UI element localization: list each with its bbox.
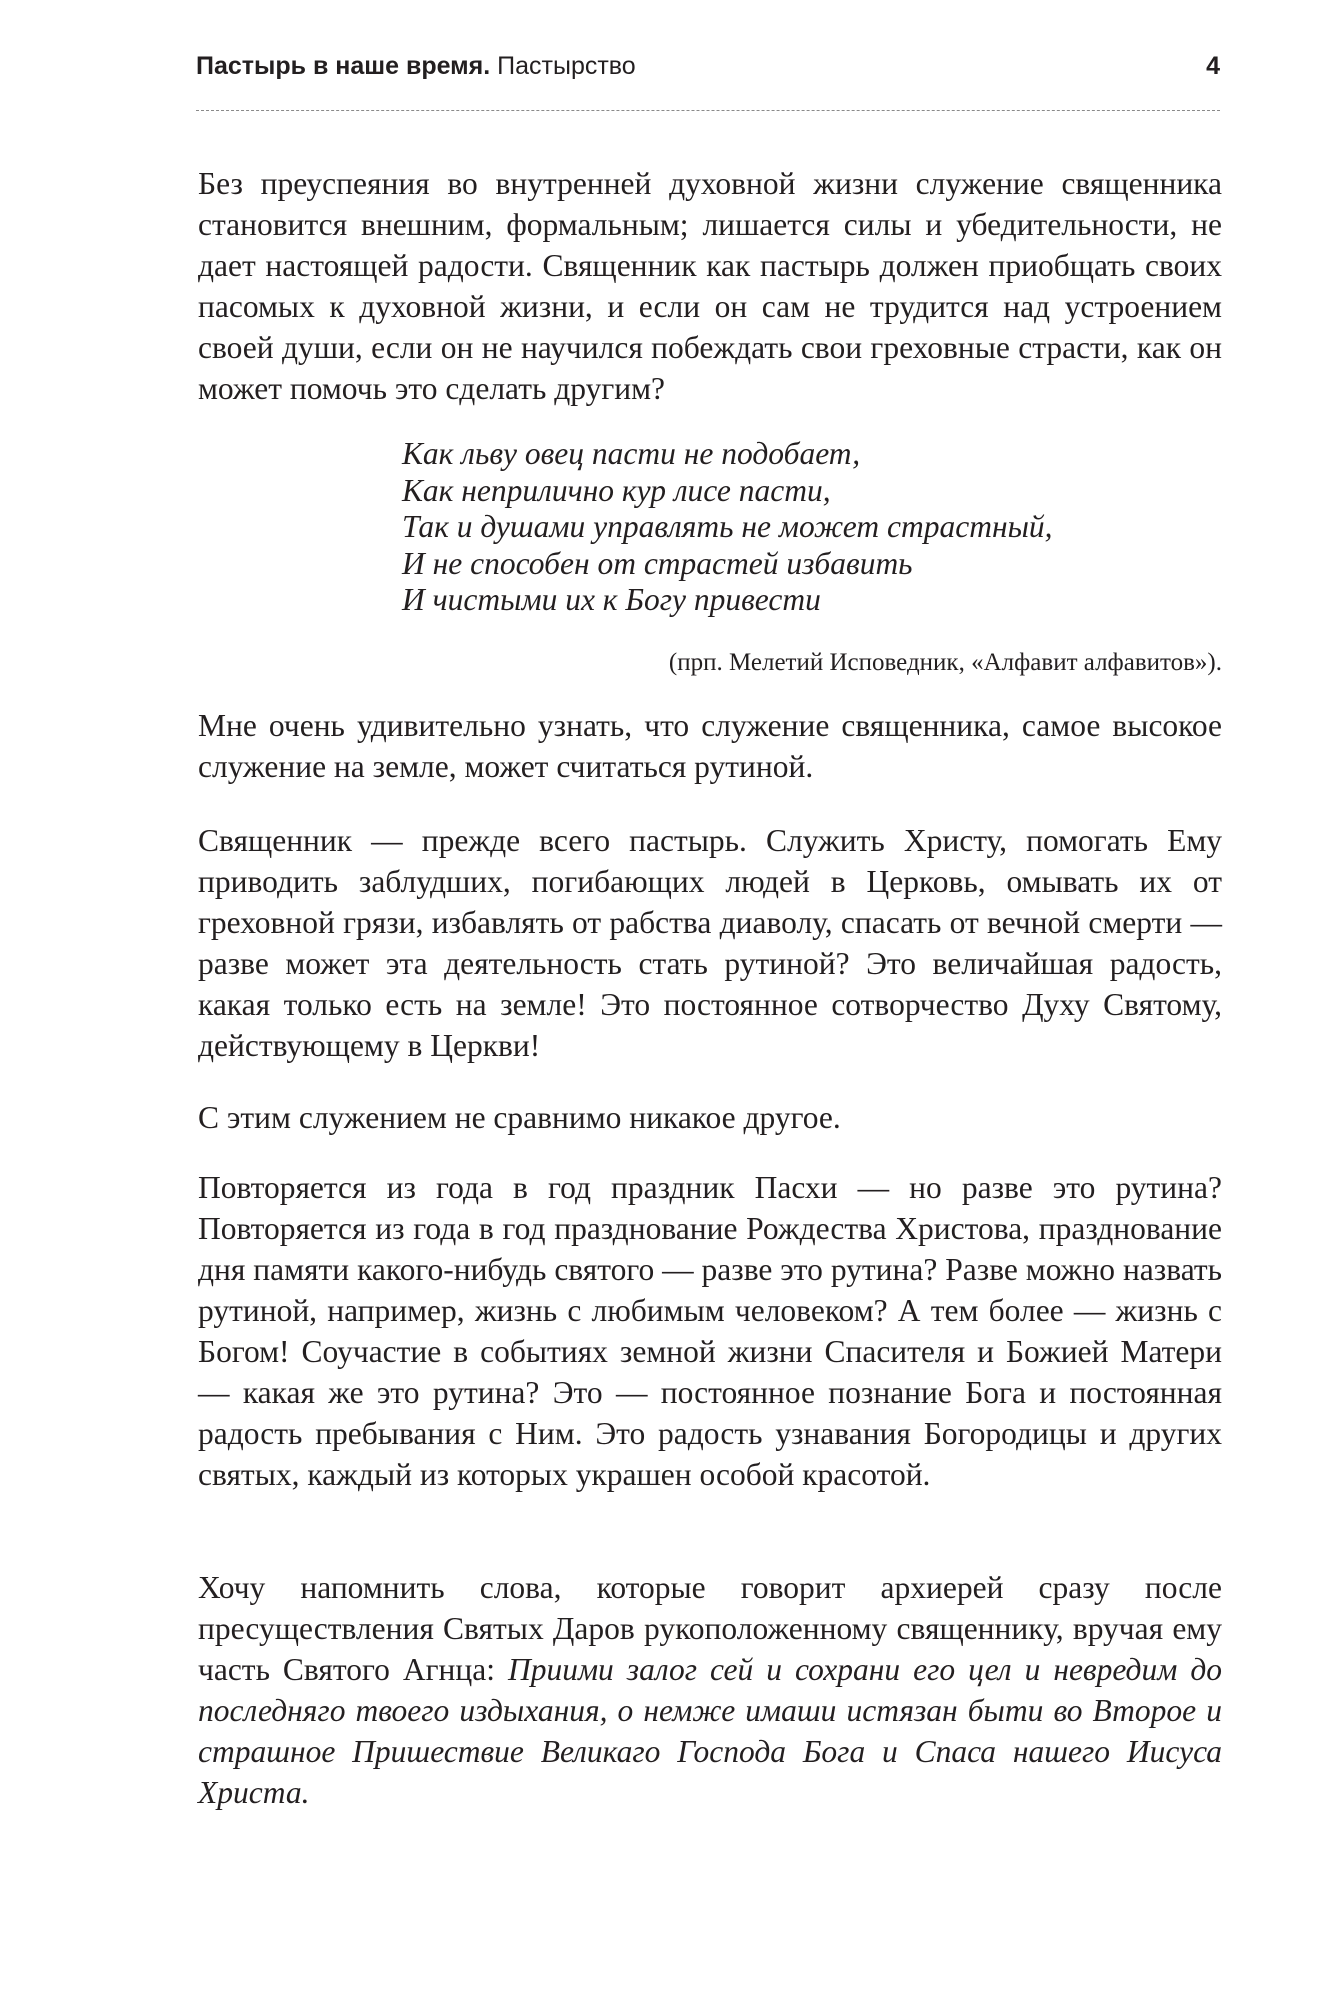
paragraph-2 [198,705,1222,787]
paragraph-3 [198,820,1222,1066]
paragraph-2-text: Мне очень удивительно узнать, что служение священника, самое высокое служение на земле, может считаться рутиной. [198,708,1222,784]
running-header [196,52,1220,96]
paragraph-1-text: Без преуспеяния во внутренней духовной жизни служение священника становится внешним, формальным; лишается силы и убедительности, не дает настоящей радости. Священник как пастырь должен приобщать своих пасомых к духовной жизни, и если он сам не трудится над устроением своей души, если он не научился побеждать свои греховные страсти, как он может помочь это сделать другим? [198,166,1222,406]
paragraph-6 [198,1567,1222,1813]
page-number: 4 [1206,52,1220,80]
verse-line: Так и душами управлять не может страстный, [402,509,1053,544]
paragraph-3-text: Священник — прежде всего пастырь. Служить Христу, помогать Ему приводить заблудших, погибающих людей в Церковь, омывать их от греховной грязи, избавлять от рабства диаволу, спасать от вечной смерти — разве может эта деятельность стать рутиной? Это величайшая радость, какая только есть на земле! Это постоянное сотворчество Духу Святому, действующему в Церкви! [198,823,1222,1063]
verse-line: Как неприлично кур лисе пасти, [402,472,831,508]
paragraph-4-text: С этим служением не сравнимо никакое другое. [198,1100,841,1135]
paragraph-6-regular: Хочу напомнить слова, которые говорит архиерей сразу после пресуществления Святых Даров рукоположенному священнику, вручая ему часть Святого Агнца: [198,1570,1222,1687]
verse-line: Как льву овец пасти не подобает, [402,436,861,471]
verse-attribution: (прп. Мелетий Исповедник, «Алфавит алфавитов»). [668,649,1222,676]
paragraph-6-text [198,1567,1222,1813]
paragraph-5 [198,1167,1222,1495]
header-title-bold: Пастырь в наше время. [196,52,491,80]
header-divider [196,110,1220,111]
verse-line: И чистыми их к Богу привести [402,582,821,617]
paragraph-1 [198,163,1222,409]
paragraph-4 [198,1097,1222,1138]
verse-quote [402,436,1222,619]
header-title-regular: Пастырство [497,52,636,80]
paragraph-5-text: Повторяется из года в год праздник Пасхи — но разве это рутина? Повторяется из года в год празднование Рождества Христова, празднование дня памяти какого-нибудь святого — разве это рутина? Разве можно назвать рутиной, например, жизнь с любимым человеком? А тем более — жизнь с Богом! Соучастие в событиях земной жизни Спасителя и Божией Матери — какая же это рутина? Это — постоянное познание Бога и постоянная радость пребывания с Ним. Это радость узнавания Богородицы и других святых, каждый из которых украшен особой красотой. [198,1170,1222,1492]
verse-line: И не способен от страстей избавить [402,545,913,581]
ordination-words-quote: Приими залог сей и сохрани его цел и невредим до последняго твоего издыхания, о немже имаши истязан быти во Второе и страшное Пришествие Великаго Господа Бога и Спаса нашего Иисуса Христа. [198,1652,1222,1810]
